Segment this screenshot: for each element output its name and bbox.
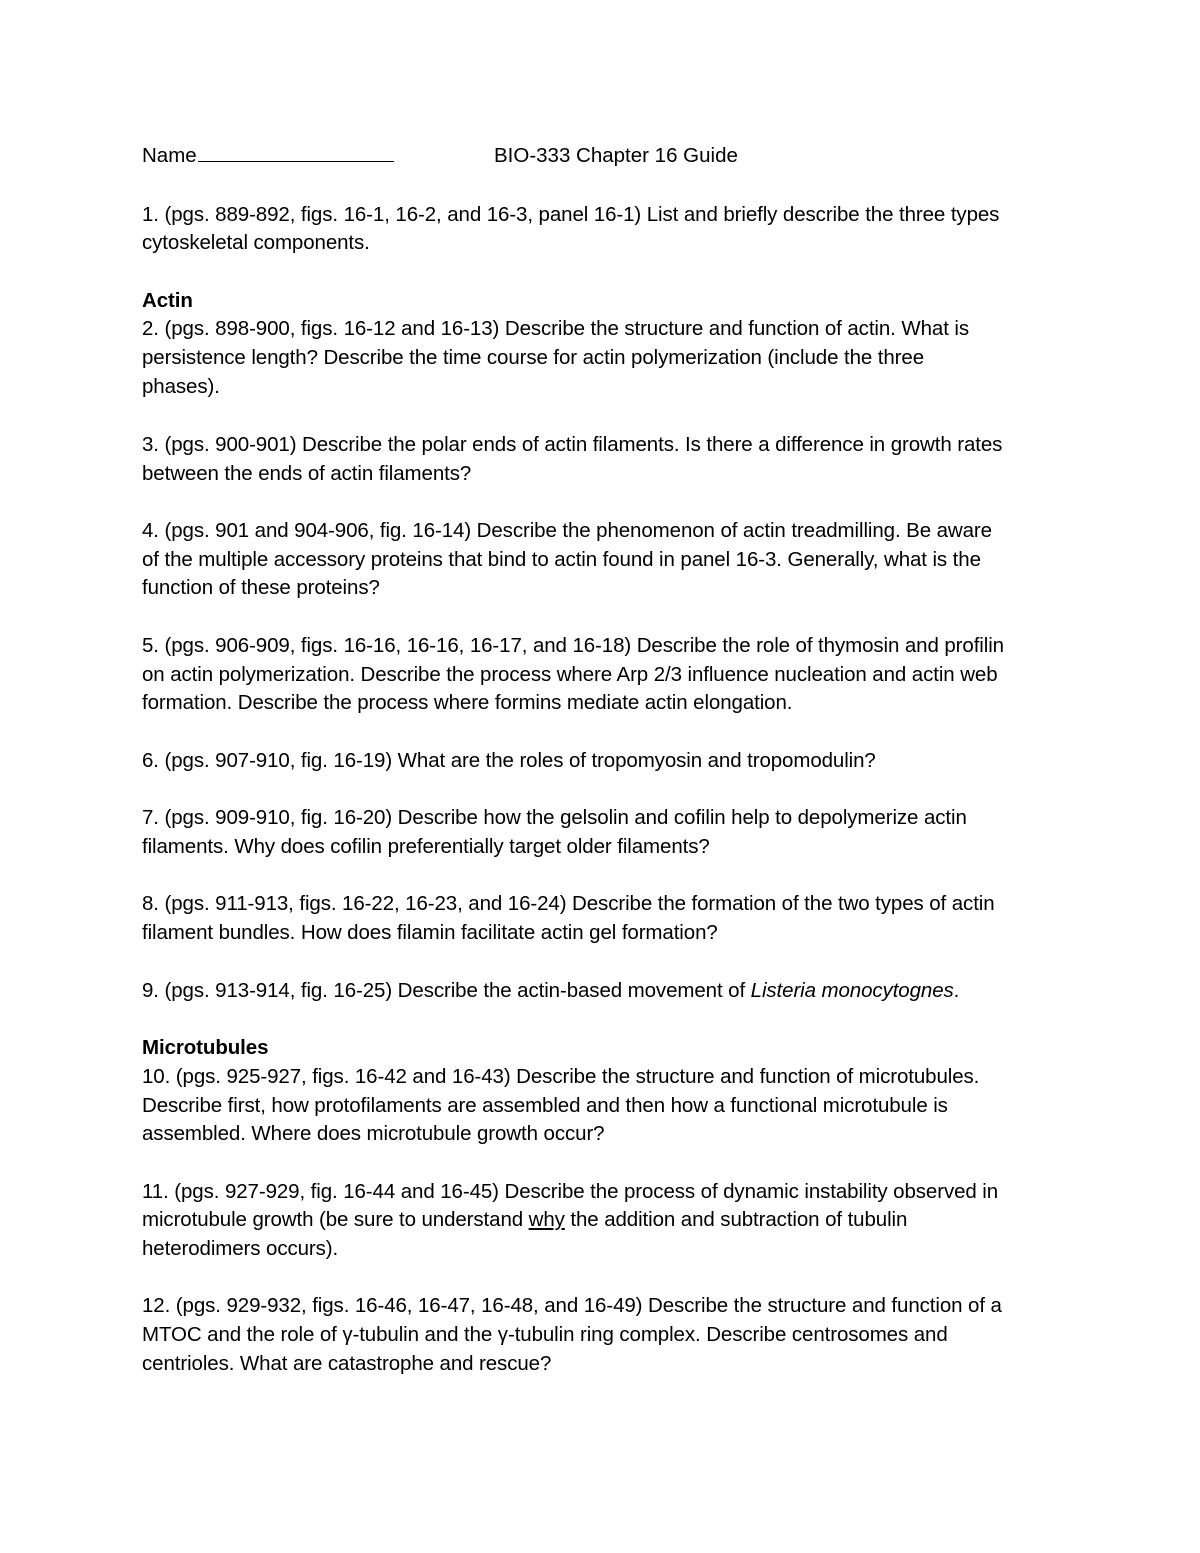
question-1-line-2: cytoskeletal components. [142,231,370,254]
section-heading-microtubules: Microtubules [142,1036,269,1059]
question-11-text-b: the addition and subtraction of tubulin [564,1208,908,1231]
name-label: Name [142,144,197,167]
question-4-line-1: 4. (pgs. 901 and 904-906, fig. 16-14) Describe the phenomenon of actin treadmilling. Be aware [142,519,992,542]
document-title: BIO-333 Chapter 16 Guide [494,144,738,167]
question-5-line-2: on actin polymerization. Describe the process where Arp 2/3 influence nucleation and actin web [142,663,998,686]
question-5-line-1: 5. (pgs. 906-909, figs. 16-16, 16-16, 16-17, and 16-18) Describe the role of thymosin and profilin [142,634,1004,657]
question-10-line-3: assembled. Where does microtubule growth occur? [142,1122,605,1145]
question-1-line-1: 1. (pgs. 889-892, figs. 16-1, 16-2, and 16-3, panel 16-1) List and briefly describe the three types [142,203,1000,226]
question-2-line-3: phases). [142,375,220,398]
question-7-line-1: 7. (pgs. 909-910, fig. 16-20) Describe how the gelsolin and cofilin help to depolymerize actin [142,806,967,829]
question-9-line-1 [142,976,959,1005]
question-2-line-1: 2. (pgs. 898-900, figs. 16-12 and 16-13) Describe the structure and function of actin. What is [142,317,970,340]
question-11-line-1: 11. (pgs. 927-929, fig. 16-44 and 16-45) Describe the process of dynamic instability observed in [142,1180,999,1203]
question-9-text: 9. (pgs. 913-914, fig. 16-25) Describe the actin-based movement of [142,979,751,1002]
name-field [142,141,394,170]
question-3-line-2: between the ends of actin filaments? [142,462,472,485]
question-5-line-3: formation. Describe the process where formins mediate actin elongation. [142,691,793,714]
question-8-line-2: filament bundles. How does filamin facilitate actin gel formation? [142,921,718,944]
question-12-line-1: 12. (pgs. 929-932, figs. 16-46, 16-47, 16-48, and 16-49) Describe the structure and function of a [142,1294,1002,1317]
question-4-line-3: function of these proteins? [142,576,380,599]
question-10-line-1: 10. (pgs. 925-927, figs. 16-42 and 16-43) Describe the structure and function of microtubules. [142,1065,980,1088]
question-10-line-2: Describe first, how protofilaments are assembled and then how a functional microtubule is [142,1094,948,1117]
question-11-line-3: heterodimers occurs). [142,1237,339,1260]
organism-name: Listeria monocytognes [750,979,954,1002]
emphasis-why: why [528,1208,565,1231]
question-3-line-1: 3. (pgs. 900-901) Describe the polar ends of actin filaments. Is there a difference in growth rates [142,433,1003,456]
question-12-line-2: MTOC and the role of γ-tubulin and the γ-tubulin ring complex. Describe centrosomes and [142,1323,948,1346]
question-6-line-1: 6. (pgs. 907-910, fig. 16-19) What are the roles of tropomyosin and tropomodulin? [142,749,876,772]
question-11-line-2 [142,1205,907,1234]
section-heading-actin: Actin [142,289,193,312]
question-11-text-a: microtubule growth (be sure to understand [142,1208,529,1231]
question-4-line-2: of the multiple accessory proteins that bind to actin found in panel 16-3. Generally, what is the [142,548,981,571]
question-2-line-2: persistence length? Describe the time course for actin polymerization (include the three [142,346,924,369]
question-12-line-3: centrioles. What are catastrophe and rescue? [142,1352,552,1375]
name-blank-line [198,141,394,162]
question-7-line-2: filaments. Why does cofilin preferentially target older filaments? [142,835,710,858]
question-9-period: . [953,979,960,1002]
question-8-line-1: 8. (pgs. 911-913, figs. 16-22, 16-23, and 16-24) Describe the formation of the two types of actin [142,892,995,915]
